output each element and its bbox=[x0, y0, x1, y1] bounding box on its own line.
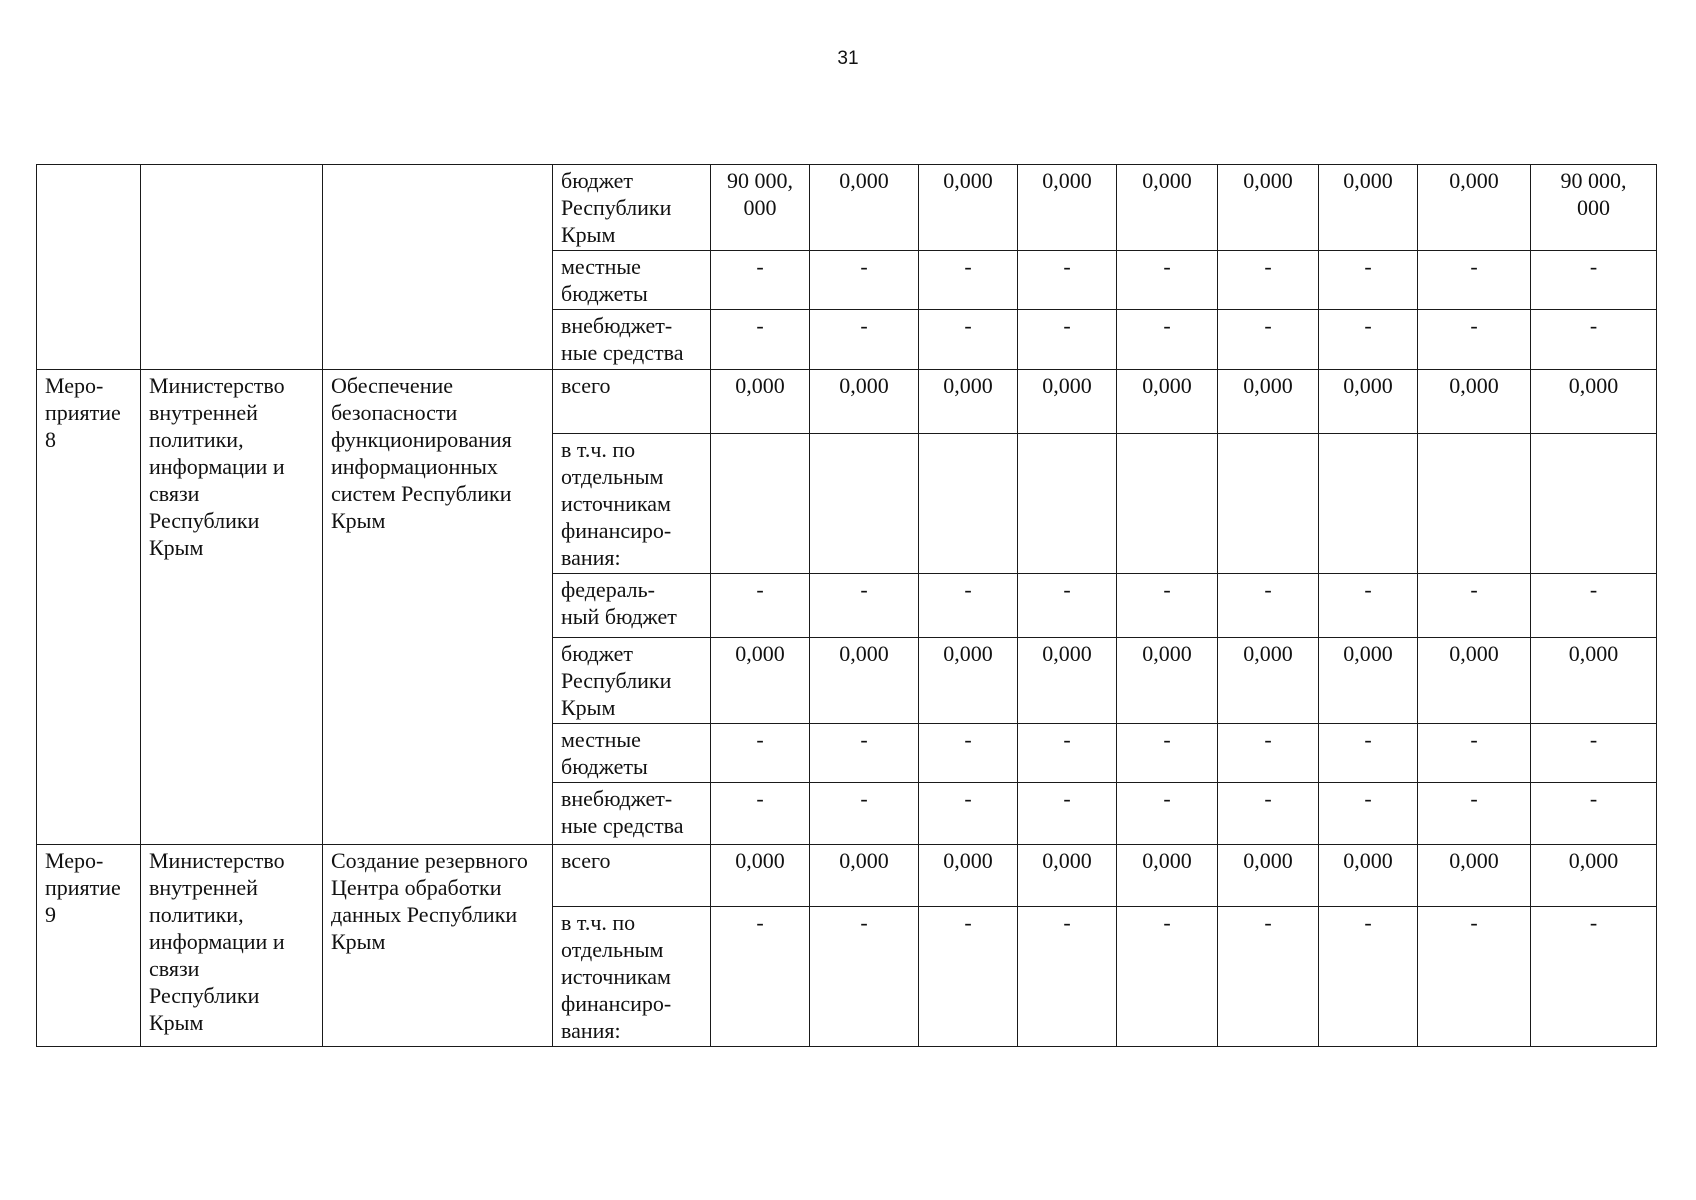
amount-cell: - bbox=[1531, 724, 1657, 783]
amount-cell: - bbox=[711, 724, 810, 783]
amount-cell bbox=[1218, 434, 1319, 574]
amount-cell bbox=[711, 434, 810, 574]
amount-cell: - bbox=[1418, 783, 1531, 845]
amount-cell: 0,000 bbox=[1418, 845, 1531, 907]
funding-source-label: в т.ч. по отдельным источникам финансиро- вания: bbox=[553, 434, 711, 574]
amount-cell: - bbox=[1218, 251, 1319, 310]
amount-cell: - bbox=[1018, 783, 1117, 845]
amount-cell: 0,000 bbox=[1319, 165, 1418, 251]
funding-source-label: бюджет Республики Крым bbox=[553, 165, 711, 251]
amount-cell: 0,000 bbox=[1319, 370, 1418, 434]
amount-cell: 0,000 bbox=[919, 638, 1018, 724]
measure-title-cell: Обеспечение безопасности функционирования информационных систем Республики Крым bbox=[323, 370, 553, 845]
funding-source-label: всего bbox=[553, 370, 711, 434]
amount-cell: 0,000 bbox=[711, 638, 810, 724]
amount-cell: - bbox=[810, 310, 919, 370]
amount-cell: - bbox=[810, 724, 919, 783]
amount-cell: - bbox=[1218, 907, 1319, 1047]
amount-cell: 0,000 bbox=[1418, 370, 1531, 434]
funding-source-label: федераль- ный бюджет bbox=[553, 574, 711, 638]
funding-source-label: в т.ч. по отдельным источникам финансиро- вания: bbox=[553, 907, 711, 1047]
amount-cell bbox=[919, 434, 1018, 574]
event-cell: Меро- приятие 9 bbox=[37, 845, 141, 1047]
amount-cell: - bbox=[711, 251, 810, 310]
amount-cell: 0,000 bbox=[1418, 638, 1531, 724]
amount-cell: - bbox=[711, 907, 810, 1047]
table-row bbox=[37, 165, 1657, 251]
amount-cell: - bbox=[1018, 907, 1117, 1047]
amount-cell: - bbox=[1531, 783, 1657, 845]
amount-cell: 0,000 bbox=[1531, 638, 1657, 724]
amount-cell: 0,000 bbox=[711, 370, 810, 434]
measure-title-cell bbox=[323, 165, 553, 370]
executor-cell: Министерство внутренней политики, информации и связи Республики Крым bbox=[141, 845, 323, 1047]
amount-cell: - bbox=[1319, 251, 1418, 310]
amount-cell: 0,000 bbox=[1218, 845, 1319, 907]
amount-cell: 0,000 bbox=[1018, 370, 1117, 434]
amount-cell: 0,000 bbox=[1218, 165, 1319, 251]
amount-cell: 0,000 bbox=[1531, 845, 1657, 907]
amount-cell bbox=[1018, 434, 1117, 574]
amount-cell: - bbox=[810, 251, 919, 310]
amount-cell: 0,000 bbox=[1018, 165, 1117, 251]
amount-cell: 0,000 bbox=[1218, 370, 1319, 434]
amount-cell: - bbox=[1117, 574, 1218, 638]
amount-cell: - bbox=[919, 574, 1018, 638]
table-row bbox=[37, 370, 1657, 434]
page-number: 31 bbox=[837, 48, 859, 69]
amount-cell bbox=[1418, 434, 1531, 574]
amount-cell: - bbox=[1531, 574, 1657, 638]
amount-cell: - bbox=[810, 907, 919, 1047]
amount-cell: - bbox=[1018, 724, 1117, 783]
measure-title-cell: Создание резервного Центра обработки данных Республики Крым bbox=[323, 845, 553, 1047]
amount-cell: - bbox=[1218, 783, 1319, 845]
amount-cell: 0,000 bbox=[1218, 638, 1319, 724]
amount-cell: - bbox=[1418, 310, 1531, 370]
amount-cell: - bbox=[1117, 783, 1218, 845]
amount-cell: 90 000, 000 bbox=[711, 165, 810, 251]
event-cell bbox=[37, 165, 141, 370]
funding-source-label: всего bbox=[553, 845, 711, 907]
amount-cell: - bbox=[1319, 310, 1418, 370]
amount-cell: - bbox=[1117, 310, 1218, 370]
amount-cell: 0,000 bbox=[810, 370, 919, 434]
amount-cell bbox=[1531, 434, 1657, 574]
amount-cell: - bbox=[1531, 907, 1657, 1047]
amount-cell: 0,000 bbox=[1117, 845, 1218, 907]
amount-cell: - bbox=[919, 907, 1018, 1047]
amount-cell: 0,000 bbox=[919, 845, 1018, 907]
funding-source-label: бюджет Республики Крым bbox=[553, 638, 711, 724]
amount-cell: - bbox=[711, 783, 810, 845]
amount-cell: 90 000, 000 bbox=[1531, 165, 1657, 251]
amount-cell: - bbox=[1117, 251, 1218, 310]
amount-cell: - bbox=[1018, 310, 1117, 370]
amount-cell: - bbox=[711, 574, 810, 638]
amount-cell: - bbox=[1319, 724, 1418, 783]
funding-source-label: местные бюджеты bbox=[553, 724, 711, 783]
amount-cell: - bbox=[919, 724, 1018, 783]
amount-cell: 0,000 bbox=[810, 165, 919, 251]
amount-cell: - bbox=[1531, 251, 1657, 310]
amount-cell: - bbox=[1117, 907, 1218, 1047]
amount-cell: - bbox=[1531, 310, 1657, 370]
amount-cell: - bbox=[1218, 724, 1319, 783]
executor-cell bbox=[141, 165, 323, 370]
amount-cell: 0,000 bbox=[919, 370, 1018, 434]
executor-cell: Министерство внутренней политики, информации и связи Республики Крым bbox=[141, 370, 323, 845]
amount-cell: 0,000 bbox=[1117, 638, 1218, 724]
amount-cell: 0,000 bbox=[1018, 845, 1117, 907]
amount-cell: 0,000 bbox=[919, 165, 1018, 251]
amount-cell: 0,000 bbox=[1319, 638, 1418, 724]
amount-cell: - bbox=[1319, 907, 1418, 1047]
funding-source-label: внебюджет- ные средства bbox=[553, 783, 711, 845]
amount-cell: - bbox=[1418, 574, 1531, 638]
amount-cell: - bbox=[1319, 783, 1418, 845]
amount-cell bbox=[1117, 434, 1218, 574]
amount-cell: 0,000 bbox=[810, 638, 919, 724]
amount-cell: 0,000 bbox=[810, 845, 919, 907]
amount-cell bbox=[1319, 434, 1418, 574]
amount-cell: - bbox=[1117, 724, 1218, 783]
amount-cell: - bbox=[1218, 310, 1319, 370]
amount-cell: - bbox=[1018, 251, 1117, 310]
event-cell: Меро- приятие 8 bbox=[37, 370, 141, 845]
amount-cell: - bbox=[919, 783, 1018, 845]
amount-cell: - bbox=[1418, 251, 1531, 310]
amount-cell: - bbox=[919, 251, 1018, 310]
amount-cell: 0,000 bbox=[1418, 165, 1531, 251]
amount-cell: - bbox=[1418, 907, 1531, 1047]
amount-cell: - bbox=[810, 574, 919, 638]
funding-source-label: местные бюджеты bbox=[553, 251, 711, 310]
amount-cell: 0,000 bbox=[1319, 845, 1418, 907]
budget-table bbox=[36, 164, 1657, 1047]
table-row bbox=[37, 845, 1657, 907]
amount-cell: - bbox=[919, 310, 1018, 370]
amount-cell: - bbox=[1018, 574, 1117, 638]
amount-cell bbox=[810, 434, 919, 574]
amount-cell: - bbox=[1418, 724, 1531, 783]
amount-cell: 0,000 bbox=[1117, 370, 1218, 434]
amount-cell: - bbox=[810, 783, 919, 845]
amount-cell: - bbox=[1218, 574, 1319, 638]
amount-cell: - bbox=[1319, 574, 1418, 638]
amount-cell: 0,000 bbox=[1531, 370, 1657, 434]
amount-cell: 0,000 bbox=[1018, 638, 1117, 724]
funding-source-label: внебюджет- ные средства bbox=[553, 310, 711, 370]
amount-cell: 0,000 bbox=[711, 845, 810, 907]
amount-cell: - bbox=[711, 310, 810, 370]
amount-cell: 0,000 bbox=[1117, 165, 1218, 251]
